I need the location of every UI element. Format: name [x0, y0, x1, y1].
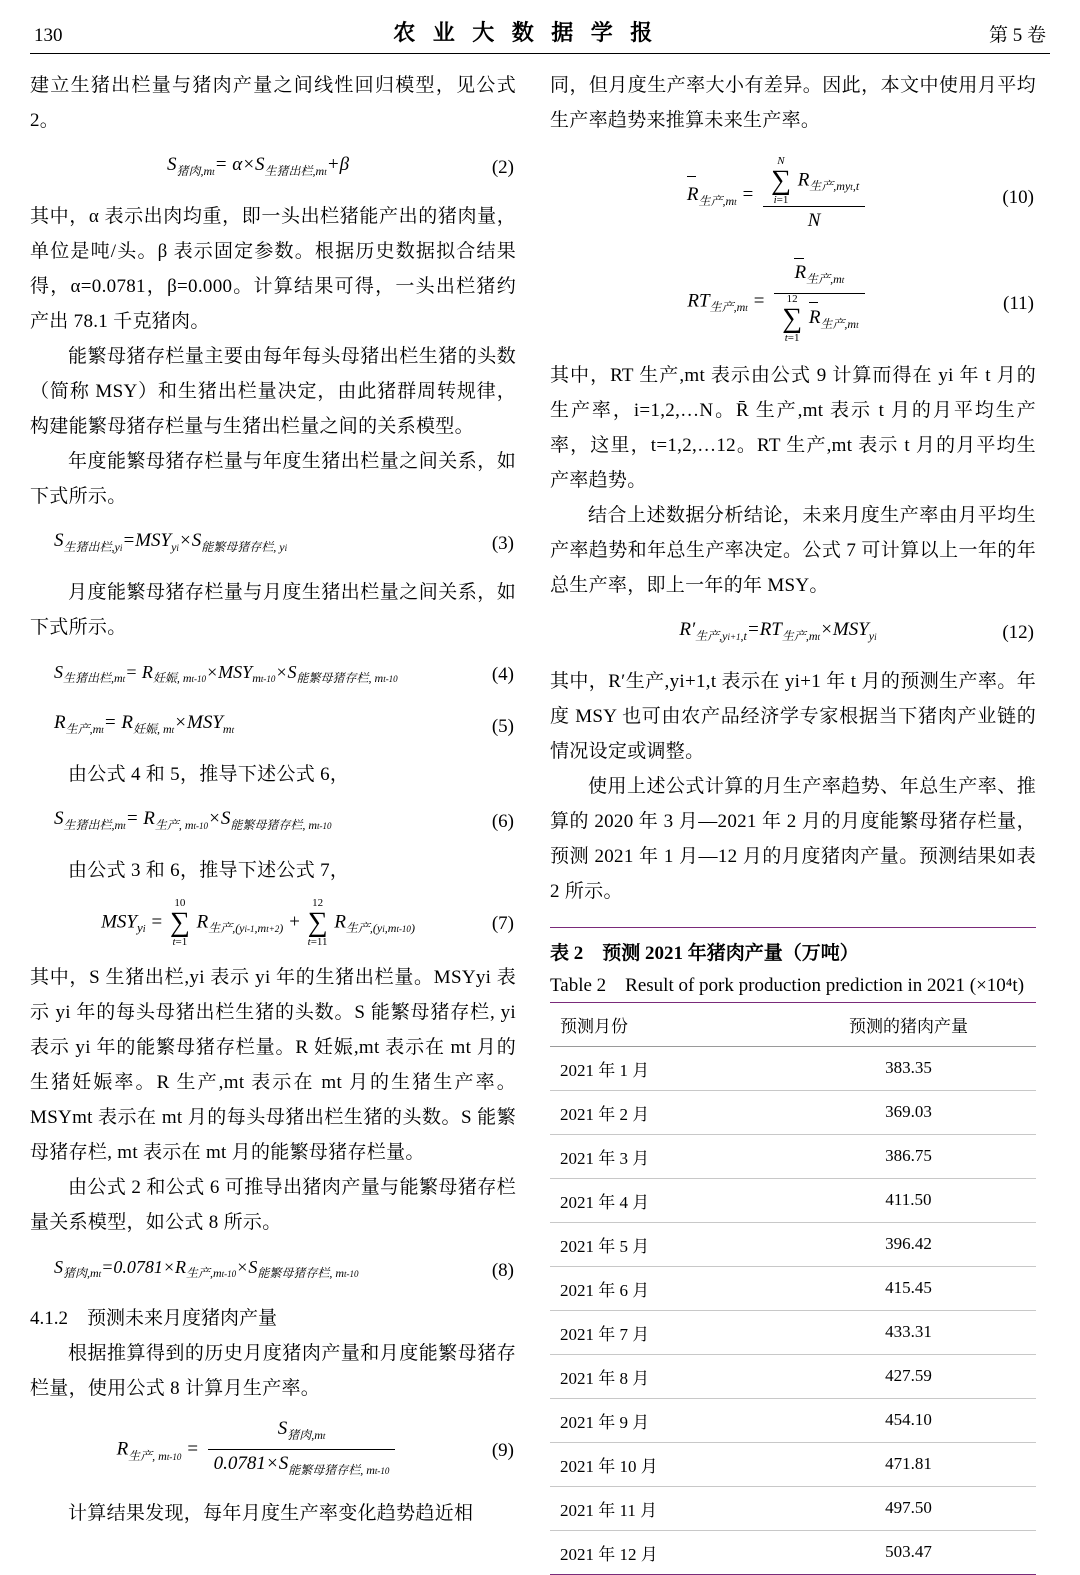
- formula-3: $S_{生猪出栏,yi}=MSY_{yi}\times S_{能繁母猪存栏, yi}$ (3): [30, 524, 516, 565]
- cell-month: 2021 年 7 月: [550, 1310, 781, 1354]
- cell-value: 383.35: [781, 1046, 1036, 1090]
- paragraph: 能繁母猪存栏量主要由每年每头母猪出栏生猪的头数（简称 MSY）和生猪出栏量决定，由此猪群周转规律，构建能繁母猪存栏量与生猪出栏量之间的关系模型。: [30, 345, 516, 437]
- formula-number: (9): [491, 1440, 514, 1462]
- formula-5: $R_{生产,mt}= R_{妊娠, mt}\times MSY_{mt}$ (5): [30, 706, 516, 747]
- pork-production-table: [550, 1002, 1036, 1575]
- cell-month: 2021 年 5 月: [550, 1222, 781, 1266]
- table-row: [550, 1134, 1036, 1178]
- right-column: [550, 68, 1036, 1575]
- cell-value: 503.47: [781, 1530, 1036, 1574]
- formula-number: (8): [491, 1259, 514, 1281]
- table-row: [550, 1486, 1036, 1530]
- cell-value: 369.03: [781, 1090, 1036, 1134]
- formula-11: $RT_{生产,mt}$ = $R_{生产,mt}$ 12 ∑ t=1 $R_{生产,mt}$ (11): [687, 262, 1034, 344]
- cell-month: 2021 年 4 月: [550, 1178, 781, 1222]
- paragraph: 由公式 2 和公式 6 可推导出猪肉产量与能繁母猪存栏量关系模型，如公式 8 所示。: [30, 1176, 516, 1233]
- table-2: [550, 927, 1036, 1575]
- cell-value: 415.45: [781, 1266, 1036, 1310]
- two-column-body: [30, 68, 1050, 1575]
- paragraph: 月度能繁母猪存栏量与月度生猪出栏量之间关系，如下式所示。: [30, 581, 516, 638]
- table-row: [550, 1222, 1036, 1266]
- paragraph: 由公式 4 和 5，推导下述公式 6，: [68, 763, 350, 785]
- formula-number: (11): [1003, 293, 1034, 314]
- paragraph: 由公式 3 和 6，推导下述公式 7，: [68, 859, 350, 881]
- cell-value: 396.42: [781, 1222, 1036, 1266]
- cell-month: 2021 年 10 月: [550, 1442, 781, 1486]
- table-row: [550, 1046, 1036, 1090]
- journal-title: 农 业 大 数 据 学 报: [393, 20, 659, 45]
- table-row: [550, 1354, 1036, 1398]
- paragraph: 其中，RT 生产,mt 表示由公式 9 计算而得在 yi 年 t 月的生产率，i=1,2,…N。R̄ 生产,mt 表示 t 月的月平均生产率，这里，t=1,2,…12。RT 生产,mt 表示 t 月的月平均生产率趋势。: [550, 365, 1036, 491]
- formula-number: (6): [491, 811, 514, 833]
- cell-value: 427.59: [781, 1354, 1036, 1398]
- formula-4: $S_{生猪出栏,mt}= R_{妊娠, mt-10}\times MSY_{mt-10}\times S_{能繁母猪存栏, mt-10}$ (4): [30, 655, 516, 697]
- table-row: [550, 1178, 1036, 1222]
- table-row: [550, 1310, 1036, 1354]
- volume-label: 第 5 卷: [988, 25, 1046, 46]
- table-row: [550, 1442, 1036, 1486]
- formula-number: (5): [491, 715, 514, 737]
- cell-month: 2021 年 12 月: [550, 1530, 781, 1574]
- formula-number: (3): [491, 533, 514, 555]
- paragraph: 使用上述公式计算的月生产率趋势、年总生产率、推算的 2020 年 3 月—2021 年 2 月的月度能繁母猪存栏量，预测 2021 年 1 月—12 月的月度猪肉产量。预测结果如表 2 所示。: [550, 775, 1036, 902]
- page-header: [30, 16, 1050, 54]
- paragraph: 其中，S 生猪出栏,yi 表示 yi 年的生猪出栏量。MSYyi 表示 yi 年的每头母猪出栏生猪的头数。S 能繁母猪存栏, yi 表示 yi 年的能繁母猪存栏量。R 妊娠,mt 表示在 mt 月的生猪妊娠率。R 生产,mt 表示在 mt 月的生猪生产率。MSYmt 表示在 mt 月的每头母猪出栏生猪的头数。S 能繁母猪存栏, mt 表示在 mt 月的能繁母猪存栏量。: [30, 966, 516, 1163]
- table-row: [550, 1090, 1036, 1134]
- column-header-value: 预测的猪肉产量: [781, 1002, 1036, 1046]
- table-header-row: [550, 1002, 1036, 1046]
- paragraph: 根据推算得到的历史月度猪肉产量和月度能繁母猪存栏量，使用公式 8 计算月生产率。: [30, 1343, 516, 1400]
- table-row: [550, 1398, 1036, 1442]
- formula-number: (10): [1002, 187, 1034, 208]
- paragraph: 同，但月度生产率大小有差异。因此，本文中使用月平均生产率趋势来推算未来生产率。: [550, 75, 1036, 131]
- formula-number: (12): [1002, 622, 1034, 644]
- left-column: [30, 68, 516, 1575]
- cell-month: 2021 年 8 月: [550, 1354, 781, 1398]
- section-heading: 4.1.2 预测未来月度猪肉产量: [30, 1308, 278, 1330]
- table-row: [550, 1530, 1036, 1574]
- formula-number: (2): [491, 157, 514, 179]
- page-number: 130: [34, 25, 63, 46]
- paragraph: 年度能繁母猪存栏量与年度生猪出栏量之间关系，如下式所示。: [30, 450, 516, 507]
- cell-month: 2021 年 1 月: [550, 1046, 781, 1090]
- formula-6: $S_{生猪出栏,mt}= R_{生产, mt-10}\times S_{能繁母猪存栏, mt-10}$ (6): [30, 802, 516, 843]
- formula-number: (4): [491, 664, 514, 686]
- formula-7: $MSY_{yi}$ = 10 ∑ t=1 $R_{生产,(yi-1,mt+2)}$ + 12 ∑ t=11 $R_{生产,(yi,mt-10)}$ (7): [101, 896, 514, 948]
- table-row: [550, 1266, 1036, 1310]
- paragraph: 计算结果发现，每年月度生产率变化趋势趋近相: [68, 1503, 474, 1525]
- cell-month: 2021 年 11 月: [550, 1486, 781, 1530]
- paragraph: 结合上述数据分析结论，未来月度生产率由月平均生产率趋势和年总生产率决定。公式 7 可计算以上一年的年总生产率，即上一年的年 MSY。: [550, 505, 1036, 596]
- formula-9: $R_{生产, mt-10}$ = $\frac{S_{猪肉,mt}}{0.0781\times S_{能繁母猪存栏, mt-10}}$ (9): [116, 1418, 514, 1477]
- formula-12: $R'_{生产,yi+1,t}=RT_{生产,mt}\times MSY_{yi}$ (12): [550, 613, 1036, 654]
- formula-8: $S_{猪肉,mt}=0.0781\times R_{生产,mt-10}\times S_{能繁母猪存栏, mt-10}$ (8): [30, 1250, 516, 1292]
- table-title-cn: 表 2 预测 2021 年猪肉产量（万吨）: [550, 942, 859, 964]
- cell-value: 433.31: [781, 1310, 1036, 1354]
- cell-month: 2021 年 6 月: [550, 1266, 781, 1310]
- paragraph: 其中，α 表示出肉均重，即一头出栏猪能产出的猪肉量，单位是吨/头。β 表示固定参数。根据历史数据拟合结果得，α=0.0781，β=0.000。计算结果可得，一头出栏猪约产出 78.1 千克猪肉。: [30, 205, 516, 332]
- cell-month: 2021 年 9 月: [550, 1398, 781, 1442]
- cell-value: 497.50: [781, 1486, 1036, 1530]
- paragraph: 其中，R′生产,yi+1,t 表示在 yi+1 年 t 月的预测生产率。年度 MSY 也可由农产品经济学专家根据当下猪肉产业链的情况设定或调整。: [550, 670, 1036, 762]
- formula-number: (7): [491, 912, 514, 934]
- table-title-en: Table 2 Result of pork production prediction in 2021 (×10⁴t): [550, 974, 1025, 996]
- cell-value: 471.81: [781, 1442, 1036, 1486]
- cell-month: 2021 年 2 月: [550, 1090, 781, 1134]
- cell-value: 411.50: [781, 1178, 1036, 1222]
- cell-value: 454.10: [781, 1398, 1036, 1442]
- cell-value: 386.75: [781, 1134, 1036, 1178]
- formula-10: $R_{生产,mt}$ = N ∑ i=1 $R_{生产,myt,t}$ N (10): [686, 155, 1034, 231]
- formula-2: $S_{猪肉,mt}= \alpha\times S_{生猪出栏,mt}+\beta$ (2): [30, 148, 516, 189]
- table-body: [550, 1046, 1036, 1574]
- paragraph: 建立生猪出栏量与猪肉产量之间线性回归模型，见公式 2。: [30, 75, 516, 131]
- column-header-month: 预测月份: [550, 1002, 781, 1046]
- cell-month: 2021 年 3 月: [550, 1134, 781, 1178]
